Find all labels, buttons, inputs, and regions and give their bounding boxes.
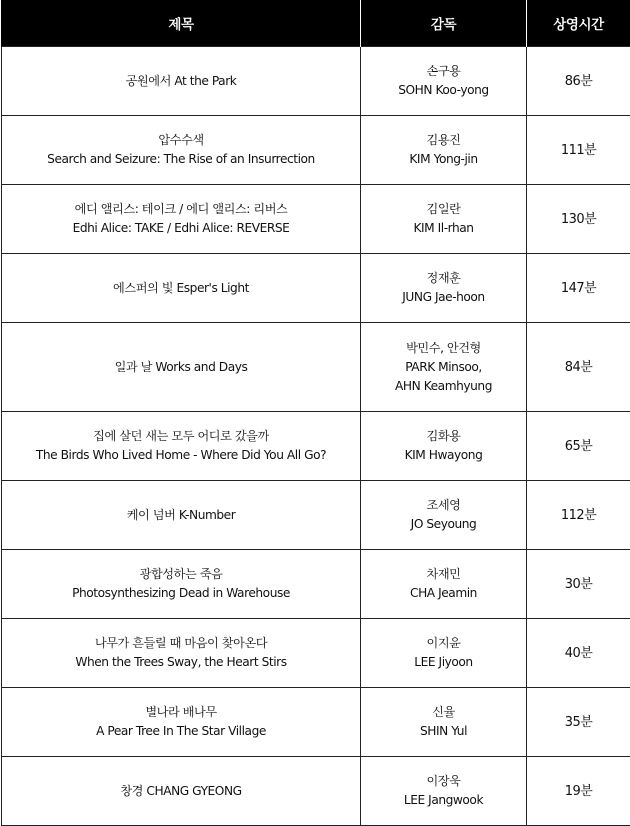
film-title-en: A Pear Tree In The Star Village bbox=[96, 724, 266, 738]
director-name-en: KIM Il-rhan bbox=[413, 221, 474, 235]
director-name-en: KIM Yong-jin bbox=[409, 152, 478, 166]
film-director-cell bbox=[361, 185, 527, 254]
director-name-en: JUNG Jae-hoon bbox=[402, 290, 485, 304]
film-title-cell bbox=[2, 254, 361, 323]
film-title-en: Search and Seizure: The Rise of an Insurrection bbox=[47, 152, 315, 166]
director-name-ko: 박민수, 안건형 bbox=[406, 340, 481, 355]
table-row bbox=[2, 185, 630, 254]
director-name-ko: 김화용 bbox=[426, 429, 461, 443]
table-row bbox=[2, 688, 630, 757]
director-name-ko: 조세영 bbox=[426, 498, 461, 512]
director-name-ko: 이장욱 bbox=[426, 774, 461, 788]
film-title-ko: 압수수색 bbox=[158, 133, 204, 147]
director-name-en: JO Seyoung bbox=[410, 517, 477, 531]
director-name-ko: 정재훈 bbox=[426, 271, 461, 285]
film-title: 케이 넘버 K-Number bbox=[126, 507, 236, 522]
film-director-cell bbox=[361, 116, 527, 185]
film-director-cell bbox=[361, 550, 527, 619]
table-row bbox=[2, 550, 630, 619]
table-row bbox=[2, 412, 630, 481]
film-runtime: 35분 bbox=[527, 688, 630, 757]
film-title-cell bbox=[2, 481, 361, 550]
film-title-cell bbox=[2, 47, 361, 116]
director-name-ko: 김용진 bbox=[426, 133, 461, 147]
table-body bbox=[2, 47, 630, 826]
film-runtime: 130분 bbox=[527, 185, 630, 254]
film-director-cell bbox=[361, 481, 527, 550]
film-title-ko: 에디 앨리스: 테이크 / 에디 앨리스: 리버스 bbox=[74, 202, 288, 216]
film-runtime: 65분 bbox=[527, 412, 630, 481]
director-name-en: KIM Hwayong bbox=[404, 448, 483, 462]
film-title-en: When the Trees Sway, the Heart Stirs bbox=[75, 655, 287, 669]
film-runtime: 112분 bbox=[527, 481, 630, 550]
film-runtime: 111분 bbox=[527, 116, 630, 185]
film-runtime: 86분 bbox=[527, 47, 630, 116]
header-runtime: 상영시간 bbox=[527, 0, 630, 47]
header-director: 감독 bbox=[361, 0, 527, 47]
table-row bbox=[2, 47, 630, 116]
table-row bbox=[2, 757, 630, 826]
table-row bbox=[2, 254, 630, 323]
film-title-cell bbox=[2, 116, 361, 185]
director-name-ko: 김일란 bbox=[426, 202, 461, 216]
film-director-cell bbox=[361, 688, 527, 757]
film-runtime: 30분 bbox=[527, 550, 630, 619]
film-schedule-table bbox=[1, 0, 630, 826]
director-name-ko: 손구용 bbox=[426, 64, 461, 78]
film-director-cell bbox=[361, 619, 527, 688]
film-title-ko: 집에 살던 새는 모두 어디로 갔을까 bbox=[93, 429, 269, 443]
director-name-ko: 이지윤 bbox=[426, 636, 461, 650]
film-runtime: 40분 bbox=[527, 619, 630, 688]
film-title-en: Photosynthesizing Dead in Warehouse bbox=[72, 586, 290, 600]
table-header-row bbox=[2, 0, 630, 47]
director-name-ko: 차재민 bbox=[426, 567, 461, 581]
film-title-ko: 나무가 흔들릴 때 마음이 찾아온다 bbox=[94, 636, 268, 650]
director-name-en: SHIN Yul bbox=[419, 724, 468, 738]
header-title: 제목 bbox=[2, 0, 361, 47]
table-row bbox=[2, 619, 630, 688]
film-title: 공원에서 At the Park bbox=[125, 73, 237, 88]
director-name-en: AHN Keamhyung bbox=[395, 378, 492, 393]
table-row bbox=[2, 116, 630, 185]
film-title-en: Edhi Alice: TAKE / Edhi Alice: REVERSE bbox=[72, 221, 290, 235]
film-title-cell bbox=[2, 688, 361, 757]
film-title: 일과 날 Works and Days bbox=[114, 359, 248, 374]
film-director-cell bbox=[361, 323, 527, 412]
film-runtime: 147분 bbox=[527, 254, 630, 323]
film-title-cell bbox=[2, 185, 361, 254]
director-name-en: PARK Minsoo, bbox=[405, 359, 482, 374]
film-runtime: 84분 bbox=[527, 323, 630, 412]
film-title-cell bbox=[2, 757, 361, 826]
film-title-cell bbox=[2, 619, 361, 688]
film-title-cell bbox=[2, 323, 361, 412]
table-row bbox=[2, 481, 630, 550]
film-title-en: The Birds Who Lived Home - Where Did You All Go? bbox=[35, 448, 327, 462]
film-title: 창경 CHANG GYEONG bbox=[120, 783, 242, 798]
director-name-en: SOHN Koo-yong bbox=[398, 83, 489, 97]
film-title-ko: 광합성하는 죽음 bbox=[139, 567, 223, 581]
film-director-cell bbox=[361, 412, 527, 481]
table-row bbox=[2, 323, 630, 412]
film-title: 에스퍼의 빛 Esper's Light bbox=[113, 280, 249, 295]
director-name-en: LEE Jiyoon bbox=[414, 655, 473, 669]
film-director-cell bbox=[361, 254, 527, 323]
film-director-cell bbox=[361, 757, 527, 826]
film-title-cell bbox=[2, 550, 361, 619]
film-title-cell bbox=[2, 412, 361, 481]
film-runtime: 19분 bbox=[527, 757, 630, 826]
film-title-ko: 별나라 배나무 bbox=[145, 705, 217, 719]
film-director-cell bbox=[361, 47, 527, 116]
director-name-ko: 신율 bbox=[432, 705, 455, 719]
director-name-en: LEE Jangwook bbox=[403, 793, 484, 807]
director-name-en: CHA Jeamin bbox=[410, 586, 477, 600]
